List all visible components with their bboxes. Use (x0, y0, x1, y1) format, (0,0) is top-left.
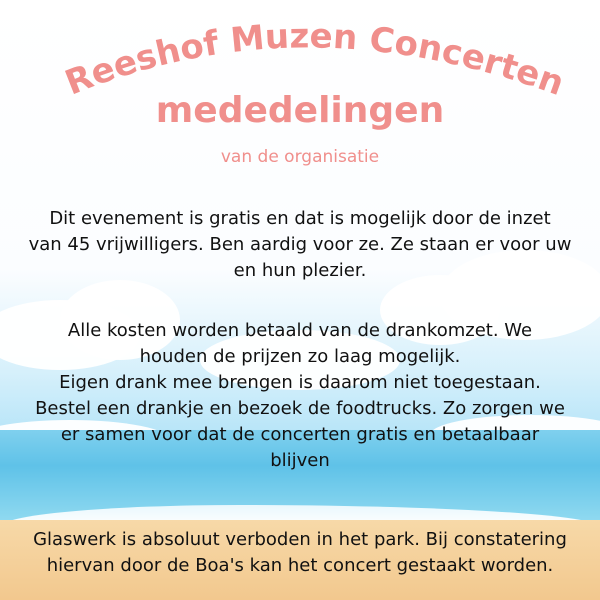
text-line: Dit evenement is gratis en dat is mogelijk door de inzet (49, 208, 551, 229)
text-line: en hun plezier. (233, 260, 367, 281)
text-line: houden de prijzen zo laag mogelijk. (139, 346, 461, 367)
text-line: er samen voor dat de concerten gratis en betaalbaar (60, 424, 540, 445)
text-line: van 45 vrijwilligers. Ben aardig voor ze. Ze staan er voor uw (28, 234, 572, 255)
text-line: Alle kosten worden betaald van de drankomzet. We (67, 320, 533, 341)
text-line: blijven (270, 450, 330, 471)
page-title: Reeshof Muzen Concerten (59, 16, 570, 105)
subtitle: mededelingen (155, 90, 445, 131)
paragraph-costs (0, 318, 600, 474)
tagline: van de organisatie (220, 147, 380, 167)
paragraph-glassware (0, 527, 600, 579)
text-line: hiervan door de Boa's kan het concert gestaakt worden. (46, 555, 554, 576)
paragraph-volunteers (0, 206, 600, 284)
text-line: Bestel een drankje en bezoek de foodtrucks. Zo zorgen we (35, 398, 565, 419)
text-line: Glaswerk is absoluut verboden in het park. Bij constatering (33, 529, 567, 550)
text-line: Eigen drank mee brengen is daarom niet toegestaan. (59, 372, 541, 393)
